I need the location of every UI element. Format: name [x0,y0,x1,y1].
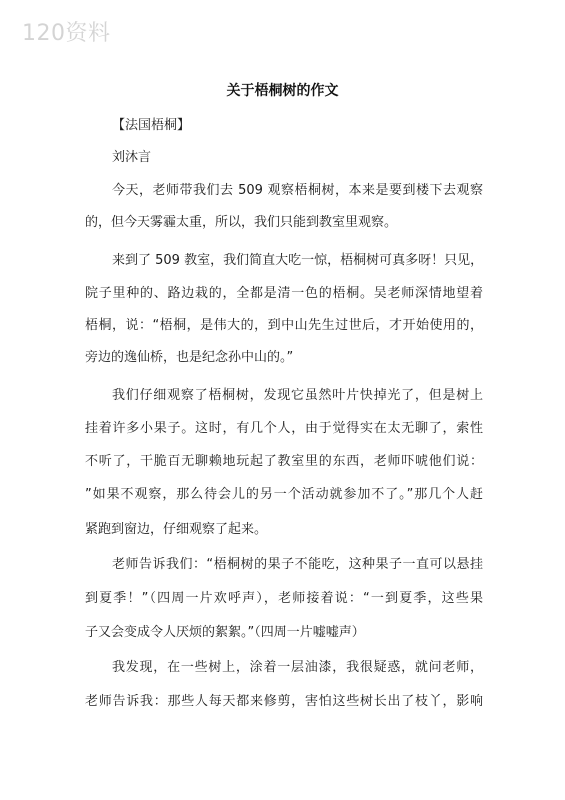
text-line: 我们仔细观察了梧桐树，发现它虽然叶片快掉光了，但是树上 [112,388,483,403]
text-line: 到夏季！”（四周一片欢呼声），老师接着说：“一到夏季，这些果 [85,591,483,606]
text-line: 我发现，在一些树上，涂着一层油漆，我很疑惑，就问老师， [112,660,483,675]
watermark-logo: 120资料 [22,21,111,46]
text-line: 不听了，干脆百无聊赖地玩起了教室里的东西，老师吓唬他们说： [85,454,483,469]
author-name: 刘沐言 [112,150,152,165]
text-line: 院子里种的、路边栽的，全都是清一色的梧桐。吴老师深情地望着 [85,286,483,301]
text-line: 紧跑到窗边，仔细观察了起来。 [85,522,268,537]
text-line: 旁边的逸仙桥，也是纪念孙中山的。” [85,350,294,365]
text-line: 老师告诉我：那些人每天都来修剪，害怕这些树长出了枝丫，影响 [85,694,483,709]
text-line: 老师告诉我们：“梧桐树的果子不能吃，这种果子一直可以悬挂 [112,557,483,572]
page-title: 关于梧桐树的作文 [226,83,339,99]
text-line: ”如果不观察，那么待会儿的另一个活动就参加不了。”那几个人赶 [85,487,483,502]
text-line: 梧桐，说：“梧桐，是伟大的，到中山先生过世后，才开始使用的， [85,318,483,333]
text-line: 来到了 509 教室，我们简直大吃一惊，梧桐树可真多呀！只见， [112,253,484,268]
text-line: 挂着许多小果子。这时，有几个人，由于觉得实在太无聊了，索性 [85,421,483,436]
section-heading: 【法国梧桐】 [112,118,191,133]
text-line: 的，但今天雾霾太重，所以，我们只能到教室里观察。 [85,215,398,230]
text-line: 子又会变成令人厌烦的絮絮。”（四周一片嘘嘘声） [85,625,365,640]
text-line: 今天，老师带我们去 509 观察梧桐树，本来是要到楼下去观察 [112,183,483,198]
